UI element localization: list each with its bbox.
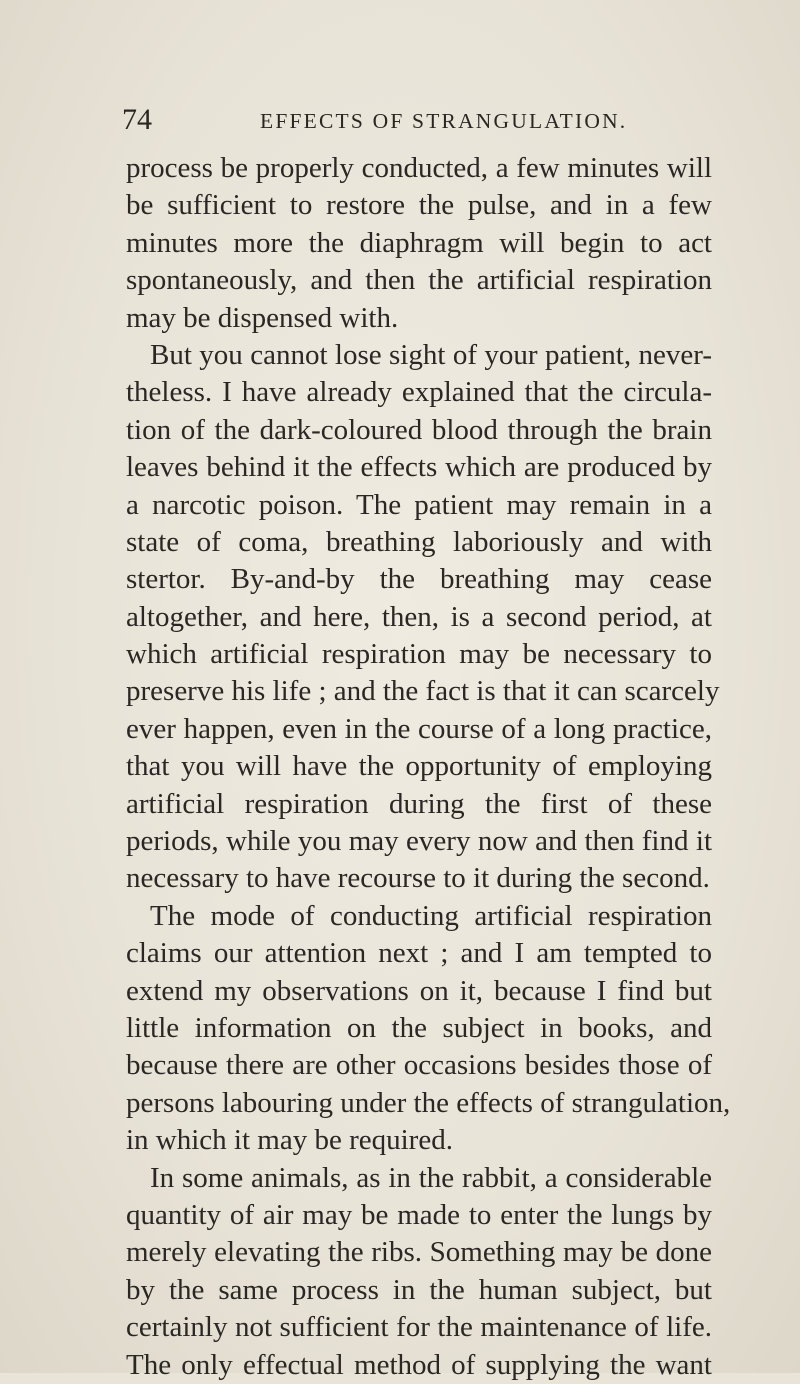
paragraph-start-line: In some animals, as in the rabbit, a considerable <box>150 1161 712 1194</box>
text-line: a narcotic poison. The patient may remain in a <box>126 488 712 521</box>
text-line: artificial respiration during the first of these <box>126 787 712 820</box>
text-line: tion of the dark-coloured blood through the brain <box>126 413 712 446</box>
page-number: 74 <box>122 103 152 136</box>
text-line: state of coma, breathing laboriously and with <box>126 525 712 558</box>
running-head: EFFECTS OF STRANGULATION. <box>260 109 628 133</box>
page-header <box>122 100 712 140</box>
paragraph-start-line: The mode of conducting artificial respiration <box>150 899 712 932</box>
text-line: The only effectual method of supplying the want <box>126 1348 712 1381</box>
text-line: claims our attention next ; and I am tempted to <box>126 937 712 970</box>
text-line: theless. I have already explained that the circula- <box>126 376 712 409</box>
text-line: because there are other occasions besides those of <box>126 1049 712 1082</box>
text-line: be sufficient to restore the pulse, and in a few <box>126 189 712 222</box>
text-line: extend my observations on it, because I find but <box>126 974 712 1007</box>
text-line: altogether, and here, then, is a second period, at <box>126 600 712 633</box>
text-line: preserve his life ; and the fact is that it can scarcely <box>126 675 720 708</box>
paragraph-start-line: But you cannot lose sight of your patient, never- <box>150 338 712 371</box>
text-line: stertor. By-and-by the breathing may cease <box>126 563 712 596</box>
text-line: necessary to have recourse to it during the second. <box>126 862 710 895</box>
text-line: leaves behind it the effects which are produced by <box>126 451 712 484</box>
text-line: spontaneously, and then the artificial respiration <box>126 264 712 297</box>
text-line: process be properly conducted, a few minutes will <box>126 152 712 184</box>
text-line: that you will have the opportunity of employing <box>126 750 712 783</box>
text-line: certainly not sufficient for the maintenance of life. <box>126 1311 712 1344</box>
text-line: merely elevating the ribs. Something may be done <box>126 1236 712 1269</box>
text-line: minutes more the diaphragm will begin to act <box>126 226 712 259</box>
body-text <box>126 150 731 1384</box>
text-line: persons labouring under the effects of strangulation, <box>126 1086 731 1119</box>
text-line: quantity of air may be made to enter the lungs by <box>126 1198 712 1231</box>
text-line: may be dispensed with. <box>126 301 399 334</box>
text-line: by the same process in the human subject, but <box>126 1273 712 1306</box>
text-line: little information on the subject in books, and <box>126 1011 712 1044</box>
text-line: in which it may be required. <box>126 1124 453 1157</box>
text-line: which artificial respiration may be necessary to <box>126 638 712 671</box>
text-line: ever happen, even in the course of a long practice, <box>126 712 712 745</box>
text-line: periods, while you may every now and then find it <box>126 825 712 858</box>
